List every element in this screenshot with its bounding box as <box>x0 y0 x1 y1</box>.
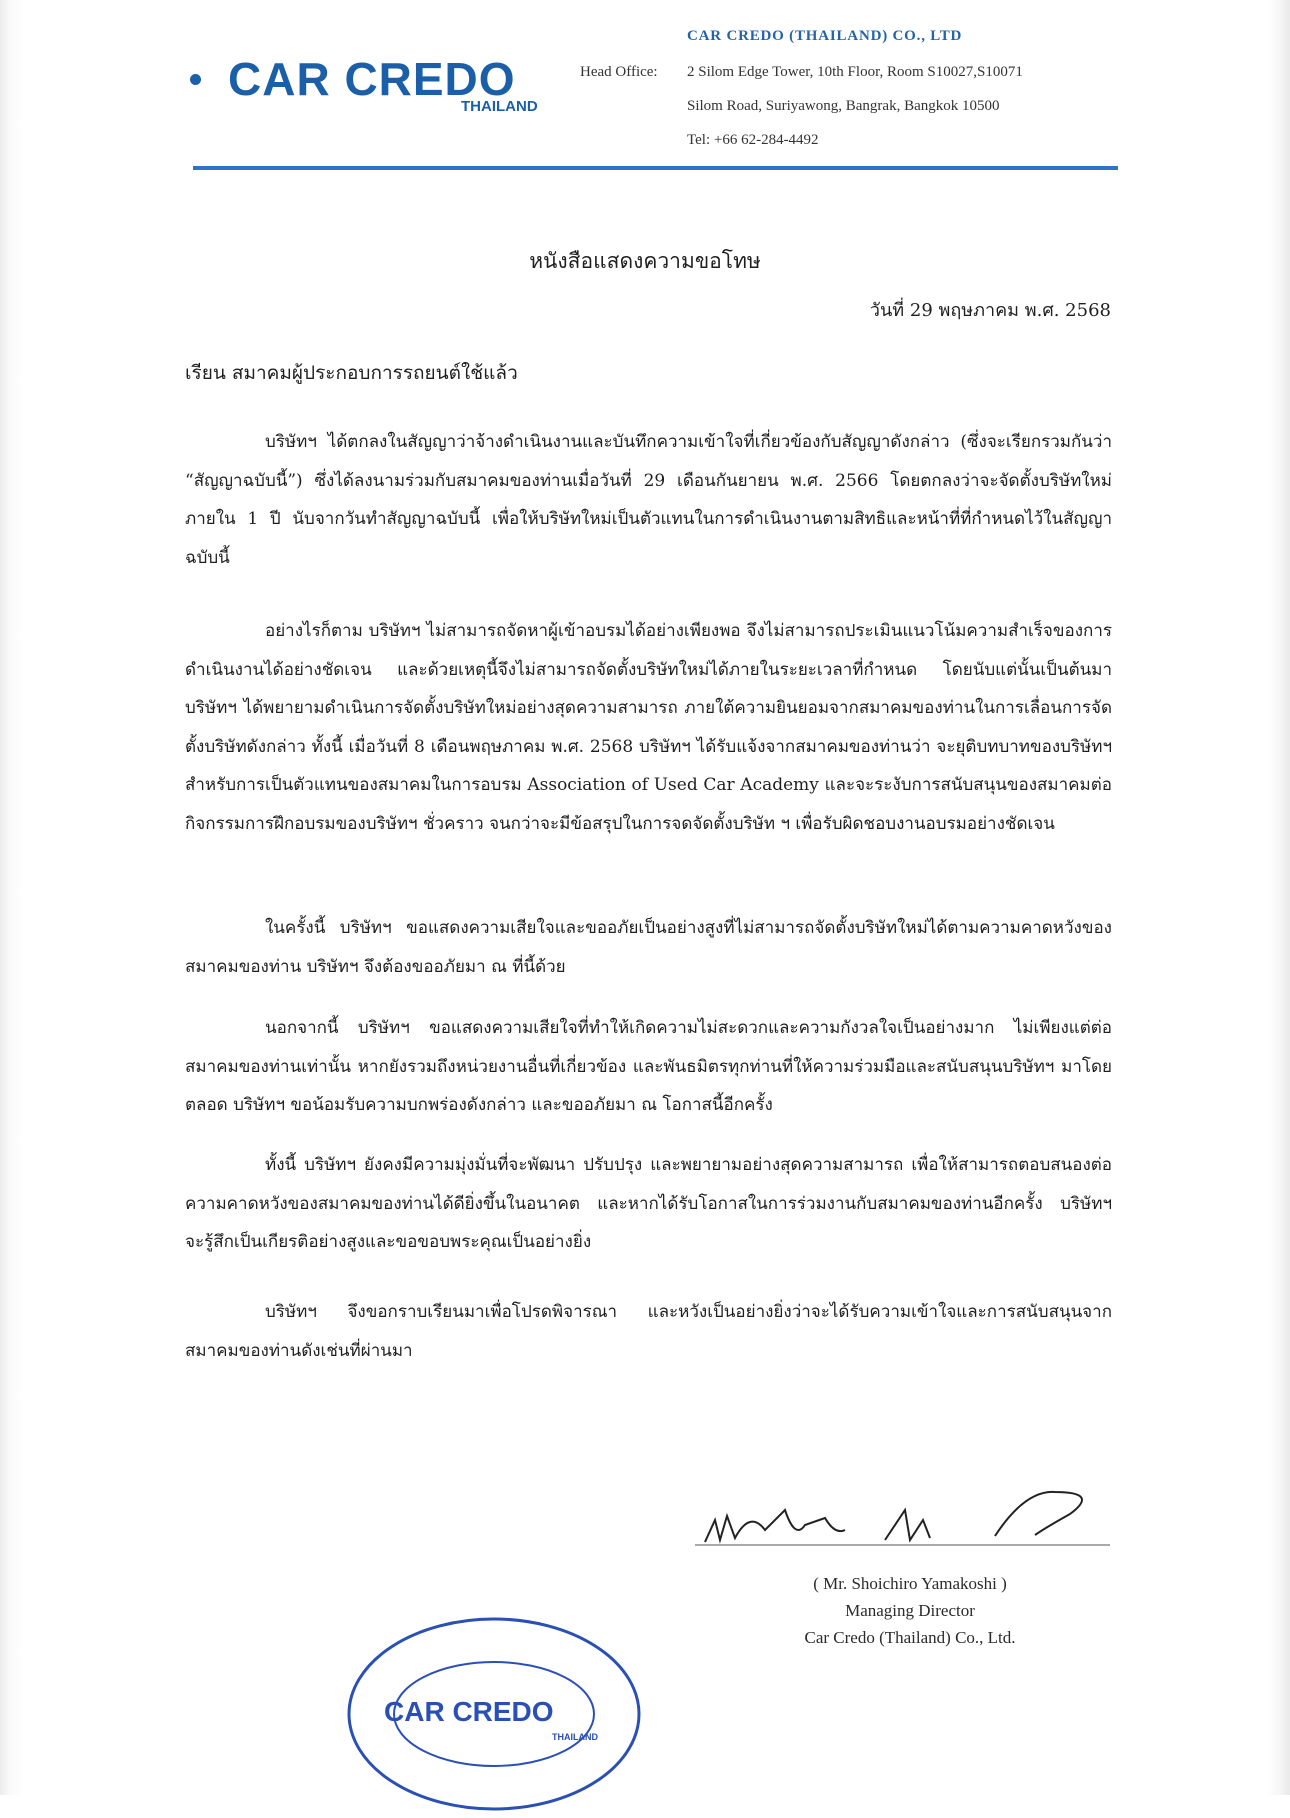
paragraph-4: นอกจากนี้ บริษัทฯ ขอแสดงความเสียใจที่ทำให้เกิดความไม่สะดวกและความกังวลใจเป็นอย่างมาก ไม่เพียงแต่ต่อสมาคมของท่านเท่านั้น หากยังรวมถึงหน่วยงานอื่นที่เกี่ยวข้อง และพันธมิตรทุกท่านที่ให้ความร่วมมือและสนับสนุนบริษัทฯ มาโดยตลอด บริษัทฯ ขอน้อมรับความบกพร่องดังกล่าว และขออภัยมา ณ โอกาสนี้อีกครั้ง <box>185 1018 1112 1115</box>
seal-brand-subtext: THAILAND <box>552 1732 598 1742</box>
logo-dot-icon <box>190 74 201 85</box>
telephone: Tel: +66 62-284-4492 <box>687 132 819 148</box>
letter-date: วันที่ 29 พฤษภาคม พ.ศ. 2568 <box>869 300 1111 321</box>
company-name: CAR CREDO (THAILAND) CO., LTD <box>687 28 963 44</box>
signer-name: ( Mr. Shoichiro Yamakoshi ) <box>813 1574 1007 1593</box>
letter-title: หนังสือแสดงความขอโทษ <box>529 249 761 273</box>
company-seal <box>344 1614 644 1814</box>
salutation: เรียน สมาคมผู้ประกอบการรถยนต์ใช้แล้ว <box>185 362 518 384</box>
seal-brand-text: CAR CREDO <box>384 1696 554 1727</box>
signer-title: Managing Director <box>845 1601 975 1620</box>
company-logo <box>190 48 550 120</box>
address-line-1: 2 Silom Edge Tower, 10th Floor, Room S10027,S10071 <box>687 64 1023 80</box>
logo-text: CAR CREDO <box>228 53 516 105</box>
paragraph-2: อย่างไรก็ตาม บริษัทฯ ไม่สามารถจัดหาผู้เข้าอบรมได้อย่างเพียงพอ จึงไม่สามารถประเมินแนวโน้มความสำเร็จของการดำเนินงานได้อย่างชัดเจน และด้วยเหตุนี้จึงไม่สามารถจัดตั้งบริษัทใหม่ได้ภายในระยะเวลาที่กำหนด โดยนับแต่นั้นเป็นต้นมา บริษัทฯ ได้พยายามดำเนินการจัดตั้งบริษัทใหม่อย่างสุดความสามารถ ภายใต้ความยินยอมจากสมาคมของท่านในการเลื่อนการจัดตั้งบริษัทดังกล่าว ทั้งนี้ เมื่อวันที่ 8 เดือนพฤษภาคม พ.ศ. 2568 บริษัทฯ ได้รับแจ้งจากสมาคมของท่านว่า จะยุติบทบาทของบริษัทฯ สำหรับการเป็นตัวแทนของสมาคมในการอบรม Association of Used Car Academy และจะระงับการสนับสนุนของสมาคมต่อกิจกรรมการฝึกอบรมของบริษัทฯ ชั่วคราว จนกว่าจะมีข้อสรุปในการจดจัดตั้งบริษัท ฯ เพื่อรับผิดชอบงานอบรมอย่างชัดเจน <box>185 621 1112 834</box>
header-divider <box>193 166 1118 170</box>
paragraph-5: ทั้งนี้ บริษัทฯ ยังคงมีความมุ่งมั่นที่จะพัฒนา ปรับปรุง และพยายามอย่างสุดความสามารถ เพื่อให้สามารถตอบสนองต่อความคาดหวังของสมาคมของท่านได้ดียิ่งขึ้นในอนาคต และหากได้รับโอกาสในการร่วมงานกับสมาคมของท่านอีกครั้ง บริษัทฯ จะรู้สึกเป็นเกียรติอย่างสูงและขอขอบพระคุณเป็นอย่างยิ่ง <box>185 1155 1112 1252</box>
logo-subtext: THAILAND <box>461 98 538 115</box>
paragraph-6: บริษัทฯ จึงขอกราบเรียนมาเพื่อโปรดพิจารณา และหวังเป็นอย่างยิ่งว่าจะได้รับความเข้าใจและการสนับสนุนจากสมาคมของท่านดังเช่นที่ผ่านมา <box>185 1302 1112 1361</box>
paragraph-1: บริษัทฯ ได้ตกลงในสัญญาว่าจ้างดำเนินงานและบันทึกความเข้าใจที่เกี่ยวข้องกับสัญญาดังกล่าว (ซึ่งจะเรียกรวมกันว่า “สัญญาฉบับนี้”) ซึ่งได้ลงนามร่วมกับสมาคมของท่านเมื่อวันที่ 29 เดือนกันยายน พ.ศ. 2566 โดยตกลงว่าจะจัดตั้งบริษัทใหม่ภายใน 1 ปี นับจากวันทำสัญญาฉบับนี้ เพื่อให้บริษัทใหม่เป็นตัวแทนในการดำเนินงานตามสิทธิและหน้าที่ที่กำหนดไว้ในสัญญาฉบับนี้ <box>185 432 1112 568</box>
signature-icon <box>695 1480 1115 1560</box>
head-office-label: Head Office: <box>580 64 658 80</box>
signer-company: Car Credo (Thailand) Co., Ltd. <box>804 1628 1016 1647</box>
paragraph-3: ในครั้งนี้ บริษัทฯ ขอแสดงความเสียใจและขออภัยเป็นอย่างสูงที่ไม่สามารถจัดตั้งบริษัทใหม่ได้ตามความคาดหวังของสมาคมของท่าน บริษัทฯ จึงต้องขออภัยมา ณ ที่นี้ด้วย <box>185 918 1112 977</box>
address-line-2: Silom Road, Suriyawong, Bangrak, Bangkok 10500 <box>687 98 1000 114</box>
